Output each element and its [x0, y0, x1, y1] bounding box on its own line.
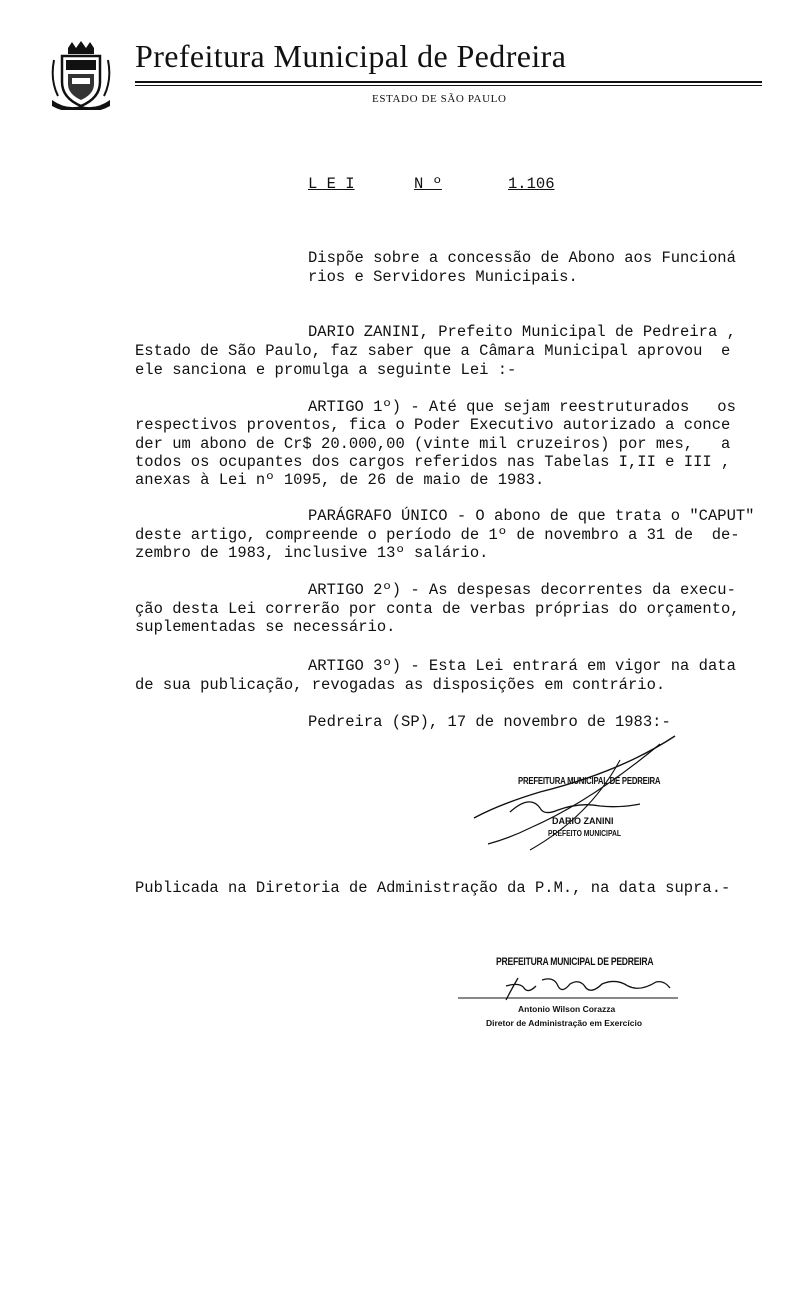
art2-line-3: suplementadas se necessário. — [135, 618, 396, 636]
ementa-line-1: Dispõe sobre a concessão de Abono aos Funcioná — [308, 249, 736, 267]
art1-line-3: der um abono de Cr$ 20.000,00 (vinte mil cruzeiros) por mes, a — [135, 435, 731, 453]
mayor-stamp-org: PREFEITURA MUNICIPAL DE PEDREIRA — [518, 776, 661, 787]
art2-line-1: ARTIGO 2º) - As despesas decorrentes da execu- — [308, 581, 736, 599]
mayor-signature-block — [470, 732, 680, 857]
date-line: Pedreira (SP), 17 de novembro de 1983:- — [308, 713, 671, 731]
mayor-stamp-role: PREFEITO MUNICIPAL — [548, 829, 622, 838]
mayor-handwritten-signature — [470, 732, 680, 857]
letterhead-rule-thick — [135, 81, 762, 83]
letterhead-title: Prefeitura Municipal de Pedreira — [135, 38, 567, 74]
coat-of-arms-icon — [50, 40, 112, 110]
art1-line-1: ARTIGO 1º) - Até que sejam reestruturados os — [308, 398, 736, 416]
letterhead-subtitle: ESTADO DE SÃO PAULO — [372, 93, 507, 105]
publication-line: Publicada na Diretoria de Administração da P.M., na data supra.- — [135, 879, 731, 897]
director-signature-block — [458, 952, 688, 1032]
letterhead-rule-thin — [135, 85, 762, 86]
director-stamp-name: Antonio Wilson Corazza — [518, 1004, 616, 1014]
preamble-line-1: DARIO ZANINI, Prefeito Municipal de Pedreira , — [308, 323, 736, 341]
paragrafo-line-1: PARÁGRAFO ÚNICO - O abono de que trata o "CAPUT" — [308, 507, 755, 525]
art3-line-1: ARTIGO 3º) - Esta Lei entrará em vigor na data — [308, 657, 736, 675]
law-number-symbol: N º — [414, 175, 442, 193]
preamble-line-2: Estado de São Paulo, faz saber que a Câmara Municipal aprovou e — [135, 342, 731, 360]
law-number: 1.106 — [508, 175, 555, 193]
ementa-line-2: rios e Servidores Municipais. — [308, 268, 578, 286]
director-stamp-role: Diretor de Administração em Exercício — [486, 1018, 643, 1028]
director-handwritten-signature — [458, 974, 688, 1004]
mayor-stamp-name: DARIO ZANINI — [552, 816, 614, 826]
preamble-line-3: ele sanciona e promulga a seguinte Lei :- — [135, 361, 517, 379]
art1-line-2: respectivos proventos, fica o Poder Executivo autorizado a conce — [135, 416, 731, 434]
art1-line-5: anexas à Lei nº 1095, de 26 de maio de 1983. — [135, 471, 545, 489]
director-stamp-org: PREFEITURA MUNICIPAL DE PEDREIRA — [496, 956, 654, 968]
art1-line-4: todos os ocupantes dos cargos referidos nas Tabelas I,II e III , — [135, 453, 731, 471]
art3-line-2: de sua publicação, revogadas as disposições em contrário. — [135, 676, 666, 694]
paragrafo-line-3: zembro de 1983, inclusive 13º salário. — [135, 544, 489, 562]
art2-line-2: ção desta Lei correrão por conta de verbas próprias do orçamento, — [135, 600, 740, 618]
paragrafo-line-2: deste artigo, compreende o período de 1º de novembro a 31 de de- — [135, 526, 740, 544]
law-label: L E I — [308, 175, 355, 193]
